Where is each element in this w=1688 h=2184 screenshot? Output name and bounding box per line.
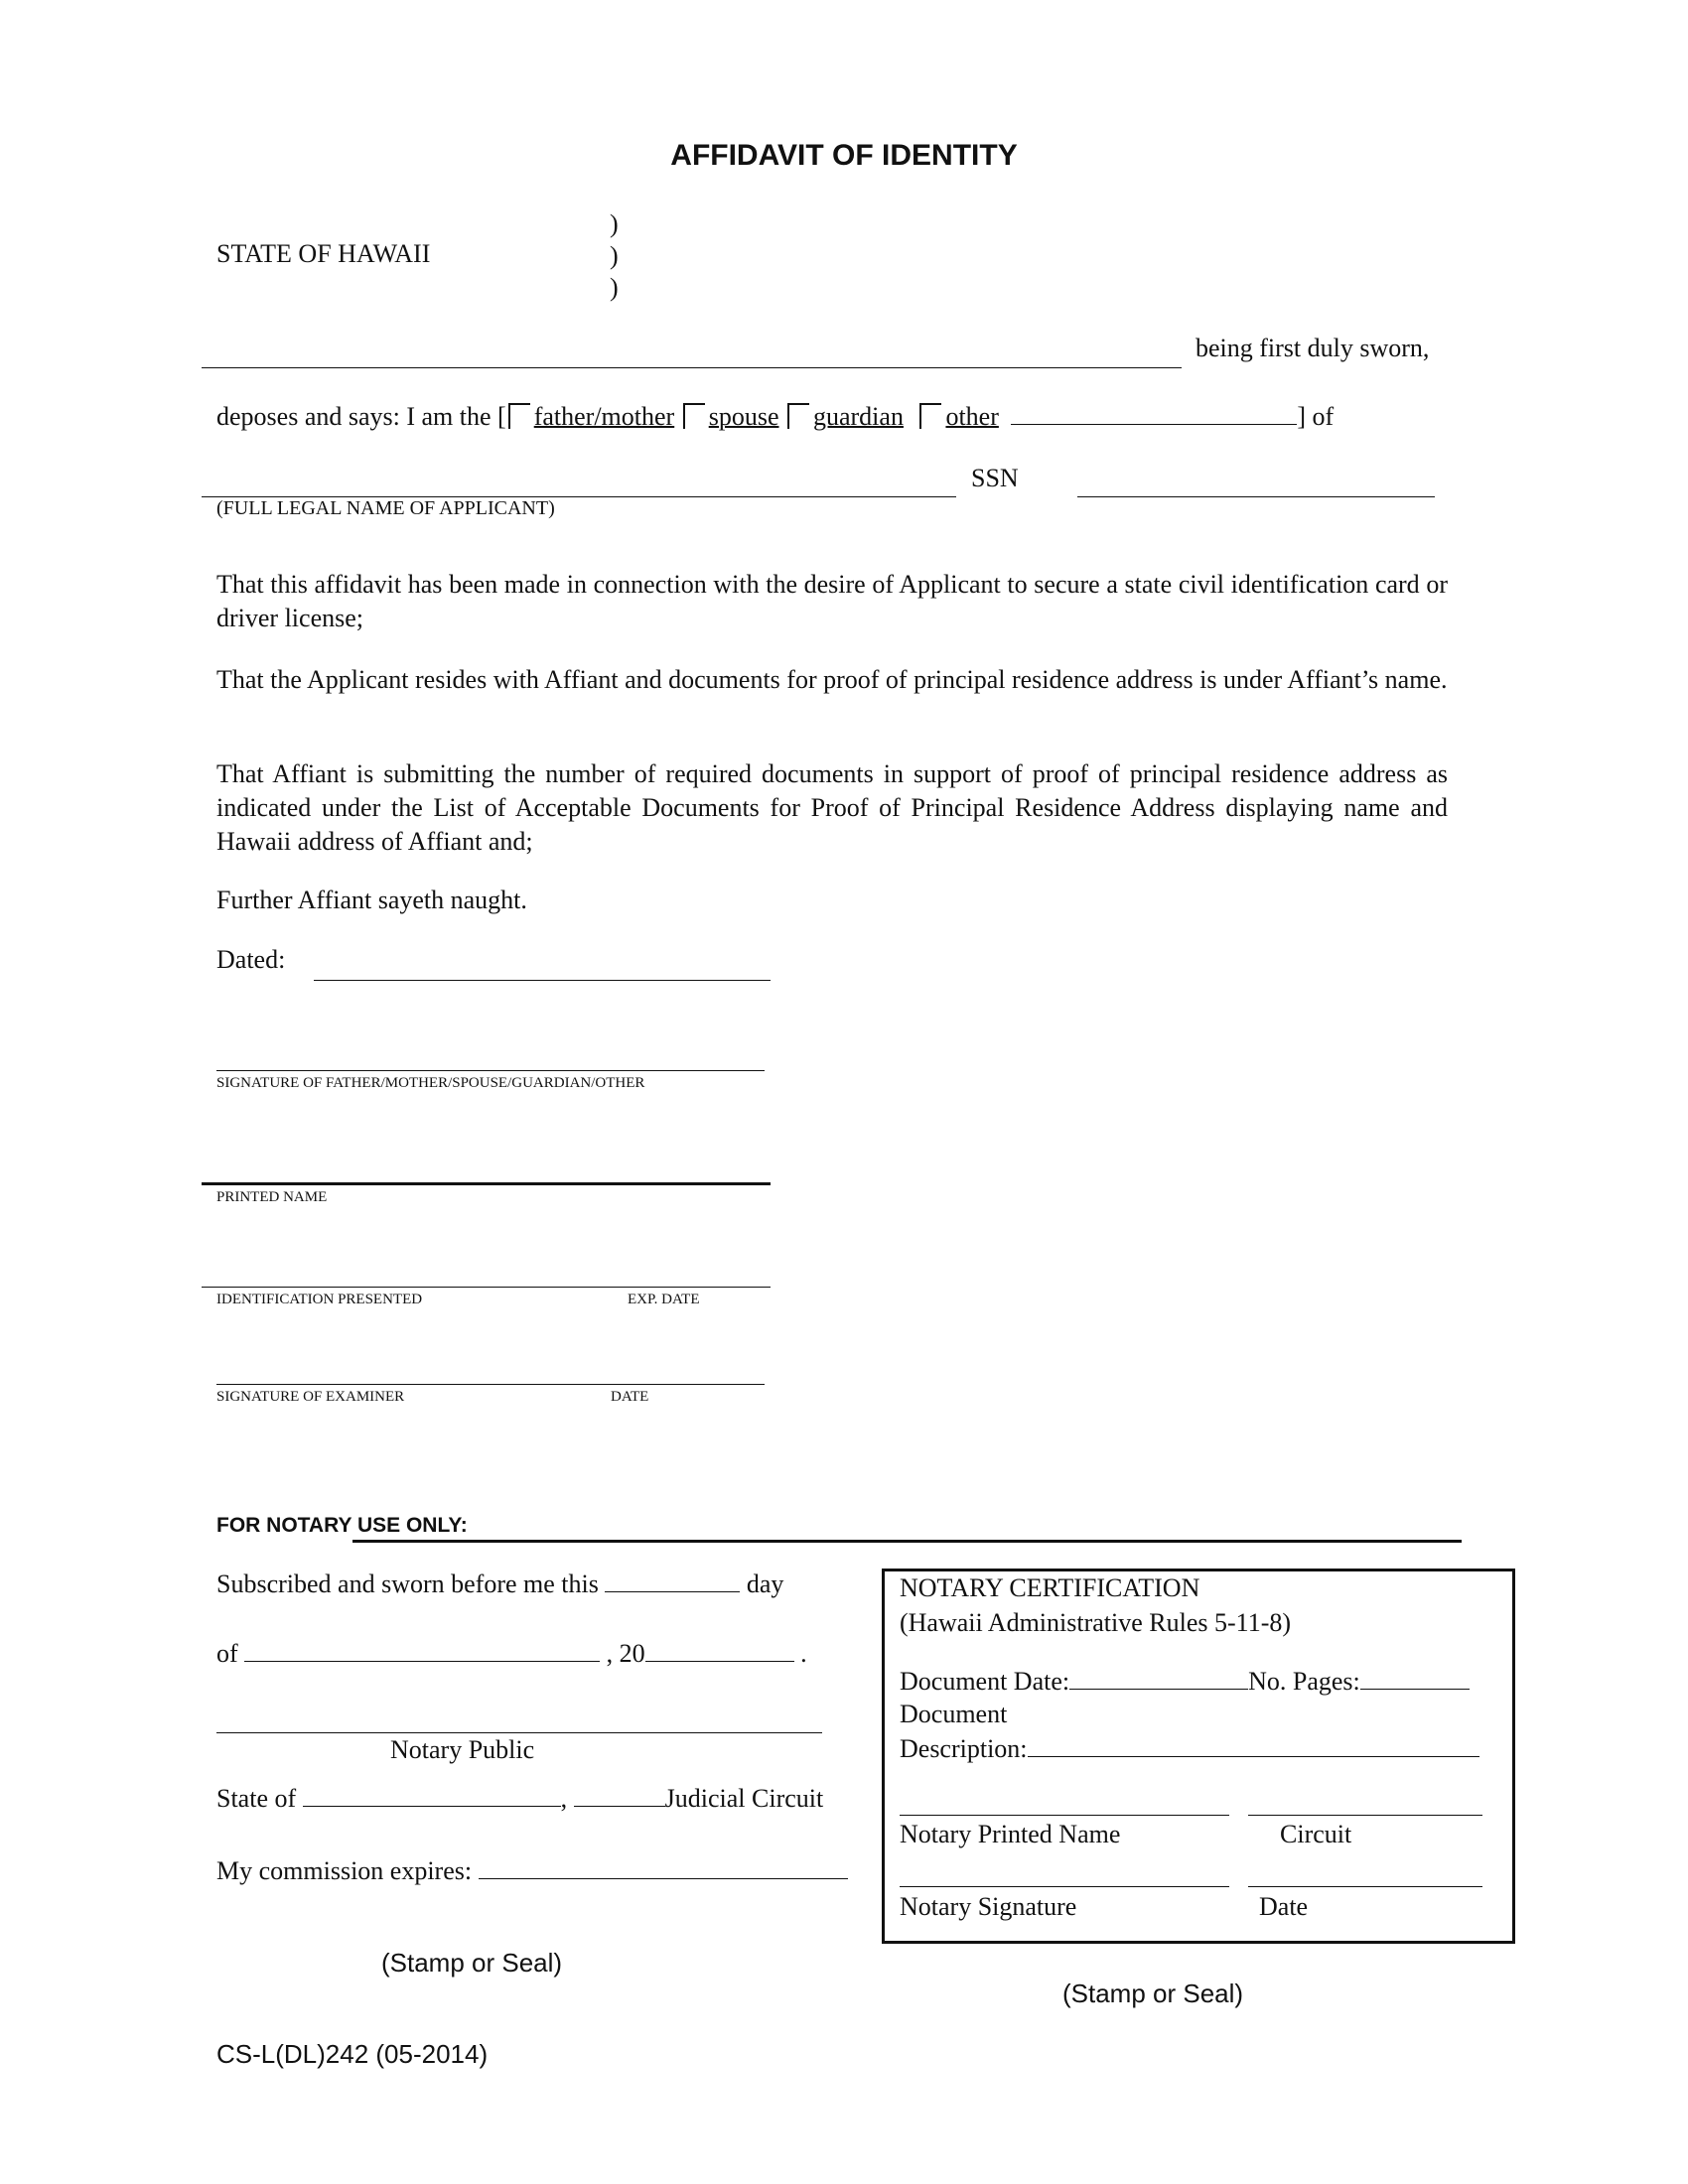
ssn-label: SSN <box>971 464 1019 492</box>
bracket-close: ] of <box>1297 402 1335 431</box>
notary-public-signature-line[interactable] <box>216 1732 822 1733</box>
day-label: day <box>746 1570 784 1598</box>
commission-line <box>216 1858 848 1884</box>
deposes-text: deposes and says: I am the [ <box>216 402 506 431</box>
cert-date-label: Date <box>1259 1892 1309 1921</box>
year-prefix: , 20 <box>606 1639 645 1668</box>
notary-printed-name-line[interactable] <box>900 1815 1229 1816</box>
signer-signature-line[interactable] <box>216 1070 765 1071</box>
document-date-field[interactable] <box>1069 1688 1248 1690</box>
checkbox-father-mother[interactable] <box>508 403 530 429</box>
circuit-field[interactable] <box>574 1805 665 1807</box>
printed-name-caption: PRINTED NAME <box>216 1189 328 1205</box>
month-field[interactable] <box>244 1660 600 1662</box>
notary-public-label: Notary Public <box>390 1735 535 1764</box>
state-of-label: State of <box>216 1784 297 1813</box>
checkbox-other[interactable] <box>919 403 941 429</box>
printed-name-line[interactable] <box>202 1182 771 1185</box>
cert-date-line[interactable] <box>1248 1886 1482 1887</box>
notary-heading: FOR NOTARY USE ONLY: <box>216 1514 468 1537</box>
stamp-seal-right: (Stamp or Seal) <box>1062 1979 1244 2008</box>
checkbox-spouse[interactable] <box>683 403 705 429</box>
stamp-seal-left: (Stamp or Seal) <box>381 1948 563 1978</box>
document-date-label: Document Date: <box>900 1667 1070 1696</box>
description-line <box>900 1736 1479 1762</box>
state-comma: , <box>560 1784 568 1813</box>
exp-date-caption: EXP. DATE <box>628 1292 700 1307</box>
commission-label: My commission expires: <box>216 1856 473 1885</box>
option-other: other <box>945 402 999 431</box>
circuit-label: Circuit <box>1280 1820 1352 1848</box>
identification-line[interactable] <box>202 1287 771 1288</box>
commission-field[interactable] <box>479 1877 848 1879</box>
year-field[interactable] <box>645 1660 794 1662</box>
other-specify-line[interactable] <box>1011 423 1297 425</box>
subscribed-text: Subscribed and sworn before me this <box>216 1570 599 1598</box>
sworn-text: being first duly sworn, <box>1196 334 1430 362</box>
notary-printed-name-label: Notary Printed Name <box>900 1820 1121 1848</box>
state-field[interactable] <box>303 1805 561 1807</box>
of-label: of <box>216 1639 238 1668</box>
document-title: AFFIDAVIT OF IDENTITY <box>670 139 1018 172</box>
document-date-line <box>900 1669 1470 1695</box>
notary-divider <box>352 1540 1462 1543</box>
state-circuit-line <box>216 1786 823 1812</box>
description-field[interactable] <box>1028 1755 1479 1757</box>
certification-title: NOTARY CERTIFICATION <box>900 1573 1200 1602</box>
form-number: CS-L(DL)242 (05-2014) <box>216 2039 489 2069</box>
notary-signature-line[interactable] <box>900 1886 1229 1887</box>
day-field[interactable] <box>605 1590 740 1592</box>
relationship-line <box>216 403 1334 430</box>
identification-caption: IDENTIFICATION PRESENTED <box>216 1292 423 1307</box>
subscribed-line <box>216 1571 783 1597</box>
no-pages-field[interactable] <box>1360 1688 1470 1690</box>
description-label: Description: <box>900 1734 1028 1763</box>
of-year-line <box>216 1641 807 1667</box>
document-label: Document <box>900 1700 1008 1728</box>
dated-line[interactable] <box>314 980 771 981</box>
affiant-name-line[interactable] <box>202 367 1182 368</box>
notary-signature-label: Notary Signature <box>900 1892 1077 1921</box>
paragraph-3: That Affiant is submitting the number of required documents in support of proof of principal residence address as indicated under the List of Acceptable Documents for Proof of Principal Residence Address displaying name and Hawaii address of Affiant and; <box>216 759 1448 856</box>
checkbox-guardian[interactable] <box>787 403 809 429</box>
applicant-caption: (FULL LEGAL NAME OF APPLICANT) <box>216 497 555 519</box>
period: . <box>800 1639 807 1668</box>
circuit-line[interactable] <box>1248 1815 1482 1816</box>
paragraph-4: Further Affiant sayeth naught. <box>216 886 527 914</box>
signer-signature-caption: SIGNATURE OF FATHER/MOTHER/SPOUSE/GUARDIAN/OTHER <box>216 1075 645 1091</box>
judicial-circuit-label: Judicial Circuit <box>664 1784 824 1813</box>
ssn-line[interactable] <box>1077 496 1435 497</box>
option-spouse: spouse <box>708 402 779 431</box>
option-guardian: guardian <box>812 402 904 431</box>
no-pages-label: No. Pages: <box>1248 1667 1360 1696</box>
paragraph-1: That this affidavit has been made in connection with the desire of Applicant to secure a state civil identification card or driver license; <box>216 570 1448 632</box>
venue-paren-3: ) <box>610 273 619 302</box>
dated-label: Dated: <box>216 945 286 974</box>
venue-state: STATE OF HAWAII <box>216 239 431 268</box>
venue-paren-2: ) <box>610 241 619 270</box>
examiner-date-caption: DATE <box>611 1389 649 1405</box>
examiner-signature-line[interactable] <box>216 1384 765 1385</box>
paragraph-2: That the Applicant resides with Affiant and documents for proof of principal residence address is under Affiant’s name. <box>216 665 1448 694</box>
venue-paren-1: ) <box>610 209 619 238</box>
option-father-mother: father/mother <box>533 402 675 431</box>
examiner-caption: SIGNATURE OF EXAMINER <box>216 1389 405 1405</box>
certification-rule: (Hawaii Administrative Rules 5-11-8) <box>900 1608 1292 1637</box>
